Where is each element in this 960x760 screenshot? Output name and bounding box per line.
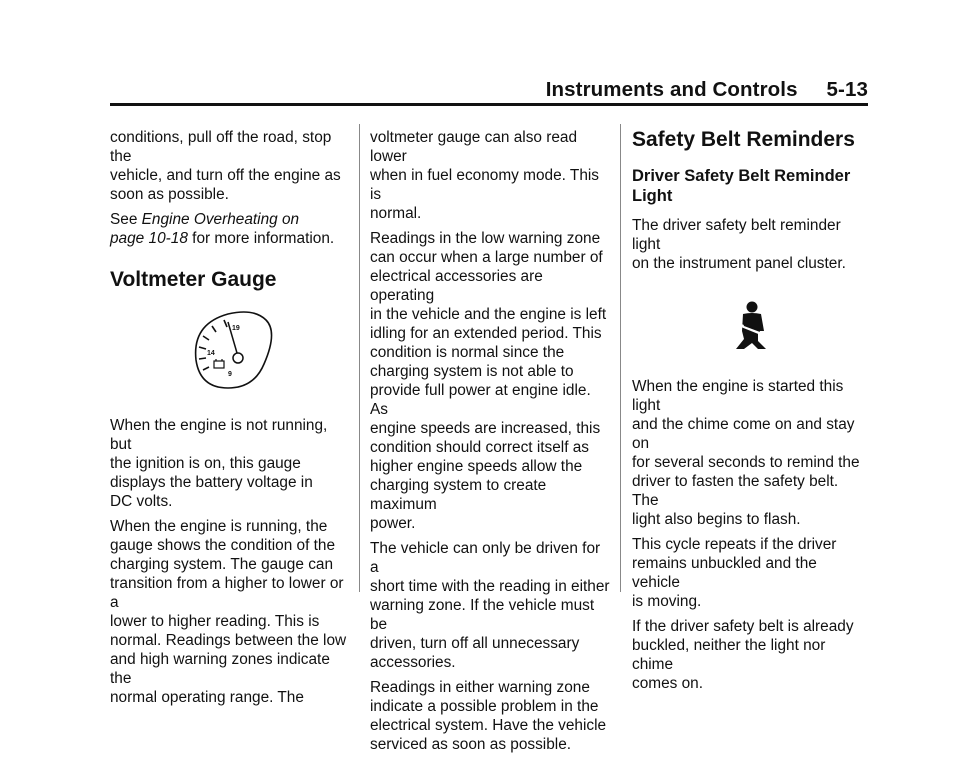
- see-reference: [110, 210, 350, 248]
- column-divider: [359, 124, 360, 592]
- column-divider: [620, 124, 621, 592]
- paragraph: The driver safety belt reminder light on the instrument panel cluster.: [632, 217, 846, 272]
- seatbelt-reminder-icon: [728, 301, 778, 351]
- paragraph: When the engine is not running, but the ignition is on, this gauge displays the battery voltage in DC volts.: [110, 417, 328, 510]
- column-2: [370, 128, 610, 760]
- paragraph: When the engine is running, the gauge shows the condition of the charging system. The gauge can transition from a higher to lower or a lower to higher reading. This is normal. Readings between the low and high warning zones indicate the normal operating range. The: [110, 518, 347, 706]
- see-suffix: for more information.: [187, 230, 335, 247]
- gauge-label-mid: 14: [207, 350, 215, 357]
- paragraph: If the driver safety belt is already buckled, neither the light nor chime comes on.: [632, 618, 854, 692]
- seatbelt-figure: [632, 279, 868, 371]
- voltmeter-heading: Voltmeter Gauge: [110, 268, 277, 291]
- see-prefix: See: [110, 211, 142, 228]
- paragraph: This cycle repeats if the driver remains unbuckled and the vehicle is moving.: [632, 536, 837, 610]
- header-title: Instruments and Controls 5-13: [545, 78, 868, 101]
- column-3: [632, 128, 868, 699]
- paragraph: Readings in the low warning zone can occur when a large number of electrical accessories are operating in the vehicle and the engine is left idling for an extended period. This condition is normal since the charging system is not able to provide full power at engine idle. As engine speeds are increased, this condition should correct itself as higher engine speeds allow the charging system to create maximum power.: [370, 230, 607, 532]
- paragraph: conditions, pull off the road, stop the vehicle, and turn off the engine as soon as possible.: [110, 129, 341, 203]
- paragraph: voltmeter gauge can also read lower when in fuel economy mode. This is normal.: [370, 129, 599, 222]
- voltmeter-gauge-icon: [190, 310, 280, 394]
- cross-reference-link: Engine Overheating on page 10-18: [110, 211, 300, 247]
- driver-belt-subheading: Driver Safety Belt Reminder Light: [632, 167, 851, 205]
- paragraph: The vehicle can only be driven for a short time with the reading in either warning zone. If the vehicle must be driven, turn off all unnecessary accessories.: [370, 540, 610, 671]
- safety-belt-heading: Safety Belt Reminders: [632, 128, 855, 151]
- paragraph: Readings in either warning zone indicate a possible problem in the electrical system. Have the vehicle serviced as soon as possible.: [370, 679, 607, 753]
- voltmeter-gauge-figure: [110, 310, 350, 394]
- gauge-label-high: 19: [232, 325, 240, 332]
- gauge-label-low: 9: [228, 371, 232, 378]
- page-header: [110, 78, 868, 104]
- header-rule: [110, 103, 868, 106]
- paragraph: When the engine is started this light and the chime come on and stay on for several seconds to remind the driver to fasten the safety belt. The light also begins to flash.: [632, 378, 860, 528]
- column-1: [110, 128, 350, 713]
